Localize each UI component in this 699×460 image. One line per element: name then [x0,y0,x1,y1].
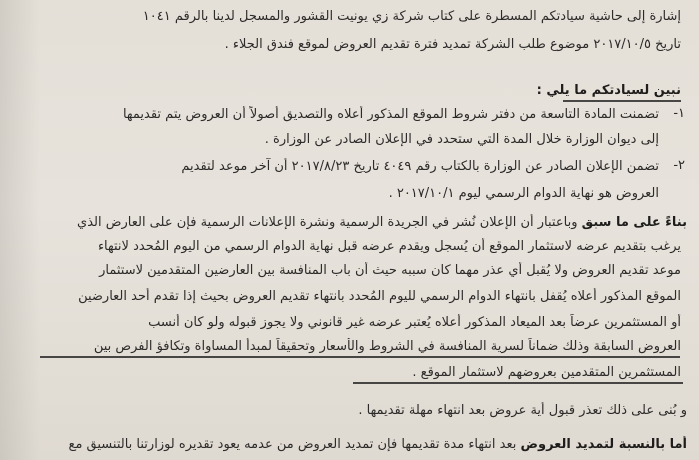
section-heading: نبين لسيادتكم ما يلي : [536,83,681,98]
paragraph-line-3 [12,214,687,231]
paragraph-line-5: موعد تقديم العروض ولا يُقبل أي عذر مهما كان سببه حيث أن باب المنافسة بين العارضين المتقدمين لاستثمار [99,263,681,278]
item-1-line-2: إلى ديوان الوزارة خلال المدة التي ستحدد في الإعلان الصادر عن الوزارة . [264,132,659,147]
paragraph-line-3-text: وباعتبار أن الإعلان نُشر في الجريدة الرسمية ونشرة الإعلانات الرسمية فإن على العارض الذي [77,215,578,230]
paragraph-line-4: يرغب بتقديم عرضه لاستثمار الموقع أن يُسجل ويقدم عرضه قبل نهاية الدوام الرسمي من اليوم المُحدد لانتهاء [97,239,681,254]
item-number-2: ٢- [673,158,685,173]
paragraph-line-10: و بُنى على ذلك تعذر قبول أية عروض بعد انتهاء مهلة تقديمها . [358,403,687,418]
pen-underline-2 [353,382,683,384]
pen-underline-1 [40,356,680,358]
paragraph-line-2: تاريخ ٢٠١٧/١٠/٥ موضوع طلب الشركة تمديد فترة تقديم العروض لموقع فندق الجلاء . [224,37,681,52]
item-1-line-1: تضمنت المادة التاسعة من دفتر شروط الموقع المذكور أعلاه والتصديق أصولاً أن العروض يتم تقديمها [122,107,659,122]
paragraph-line-11 [12,436,687,453]
paragraph-line-6: الموقع المذكور أعلاه يُقفل بانتهاء الدوام الرسمي لليوم المُحدد بانتهاء تقديم العروض بحيث إذا تقدم أحد العارضين [78,289,681,304]
paragraph-line-1: إشارة إلى حاشية سيادتكم المسطرة على كتاب شركة زي يونيت القشور والمسجل لدينا بالرقم ١٠٤١ [142,9,681,24]
heading-underline [563,100,681,102]
item-2-line-1: تضمن الإعلان الصادر عن الوزارة بالكتاب رقم ٤٠٤٩ تاريخ ٢٠١٧/٨/٢٣ أن آخر موعد لتقديم [181,159,659,174]
paragraph-line-8: العروض السابقة وذلك ضماناً لسرية المنافسة في الشروط والأسعار وتحقيقاً لمبدأ المساواة وتكافؤ الفرص بين [93,339,681,354]
paragraph-line-9: المستثمرين المتقدمين بعروضهم لاستثمار الموقع . [412,365,681,380]
bold-phrase-regarding-extension: أما بالنسبة لتمديد العروض [520,437,687,452]
bold-phrase-consequently: بناءً على ما سبق [581,215,687,230]
paragraph-line-11-text: بعد انتهاء مدة تقديمها فإن تمديد العروض من عدمه يعود تقديره لوزارتنا بالتنسيق مع [68,437,517,452]
item-2-line-2: العروض هو نهاية الدوام الرسمي ليوم ٢٠١٧/١٠/١ . [388,186,659,201]
paragraph-line-7: أو المستثمرين عرضاً بعد الميعاد المذكور أعلاه يُعتبر عرضه غير قانوني ولا يجوز قبوله ولو كان أنسب [148,315,681,330]
item-number-1: ١- [673,106,685,121]
